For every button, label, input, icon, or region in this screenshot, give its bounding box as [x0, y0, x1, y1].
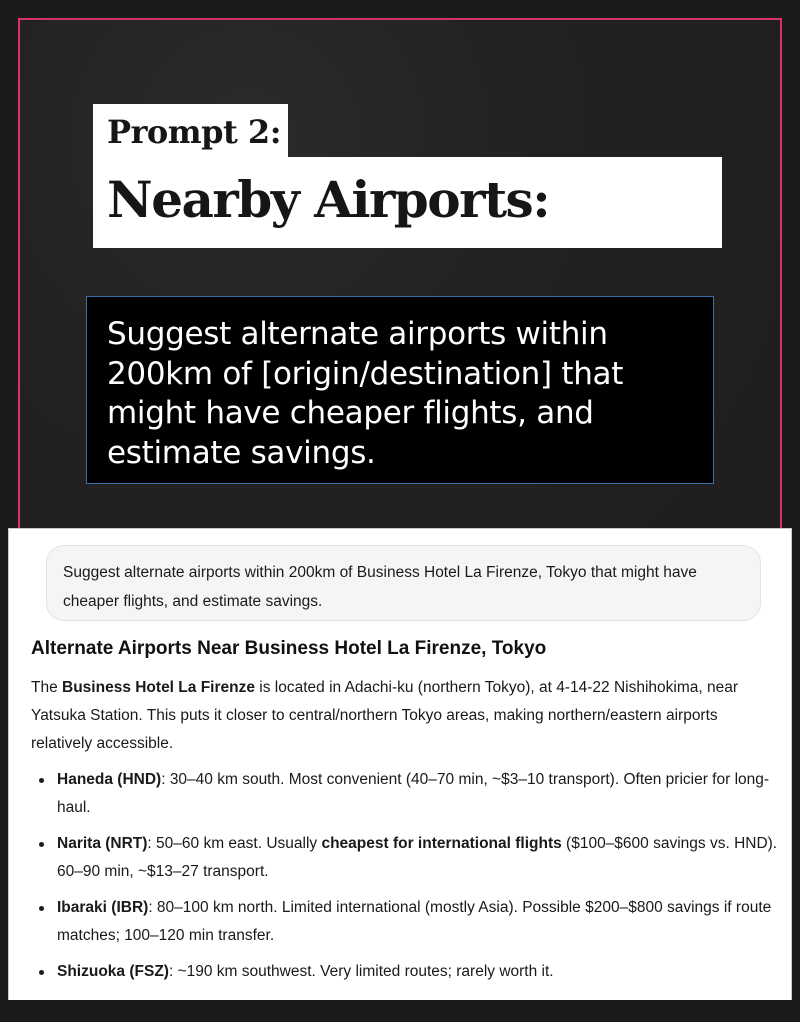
airport-detail: : 80–100 km north. Limited international (mostly Asia). Possible $200–$800 savings if route matches; 100–120 min transfer.	[57, 899, 772, 944]
bullet-icon	[39, 906, 44, 911]
prompt-text	[107, 315, 693, 473]
airport-highlight: cheapest for international flights	[321, 835, 562, 852]
prompt-line: Suggest alternate airports within	[107, 316, 608, 352]
chat-panel	[8, 528, 792, 1016]
bullet-icon	[39, 778, 44, 783]
advice-text	[31, 994, 779, 1022]
slide-title: Nearby Airports:	[107, 170, 550, 229]
airport-name: Haneda (HND)	[57, 771, 162, 788]
airport-name: Ibaraki (IBR)	[57, 899, 149, 916]
advice-detail: : Search "Tokyo (TYO)" on Google Flights/Skyscanner — Narita is almost always the	[117, 999, 697, 1016]
airport-detail: ($100–$600 savings vs. HND). 60–90 min, ~$13–27 transport.	[57, 835, 778, 880]
list-item	[31, 894, 779, 950]
list-item	[31, 766, 779, 822]
prompt-line: estimate savings.	[107, 434, 376, 471]
bullet-icon	[39, 970, 44, 975]
airport-detail: : 50–60 km east. Usually	[147, 835, 322, 852]
list-item	[31, 830, 779, 886]
airport-name: Narita (NRT)	[57, 835, 148, 852]
slide-label: Prompt 2:	[107, 113, 281, 151]
advice-label: Best advice	[31, 999, 118, 1016]
prompt-line: might have cheaper flights, and	[107, 395, 594, 431]
response-heading: Alternate Airports Near Business Hotel La Firenze, Tokyo	[31, 638, 547, 659]
intro-text: The	[31, 679, 63, 696]
bullet-icon	[39, 842, 44, 847]
airport-name: Shizuoka (FSZ)	[57, 963, 169, 980]
response-intro	[31, 674, 779, 758]
airport-detail: : ~190 km southwest. Very limited routes; rarely worth it.	[168, 963, 554, 980]
airport-detail: : 30–40 km south. Most convenient (40–70 min, ~$3–10 transport). Often pricier for long-haul.	[57, 771, 770, 816]
list-item	[31, 958, 779, 986]
user-message: Suggest alternate airports within 200km of Business Hotel La Firenze, Tokyo that might have cheaper flights, and estimate savings.	[46, 545, 761, 621]
prompt-line: 200km of [origin/destination] that	[107, 355, 624, 392]
assistant-response	[31, 634, 779, 1022]
prompt-box	[86, 296, 714, 484]
intro-text: is located in Adachi-ku (northern Tokyo), at 4-14-22 Nishihokima, near Yatsuka Station. This puts it closer to central/northern Tokyo areas, making northern/eastern airports relatively accessible.	[31, 679, 739, 752]
hotel-name: Business Hotel La Firenze	[62, 679, 255, 696]
airport-list	[31, 766, 779, 986]
